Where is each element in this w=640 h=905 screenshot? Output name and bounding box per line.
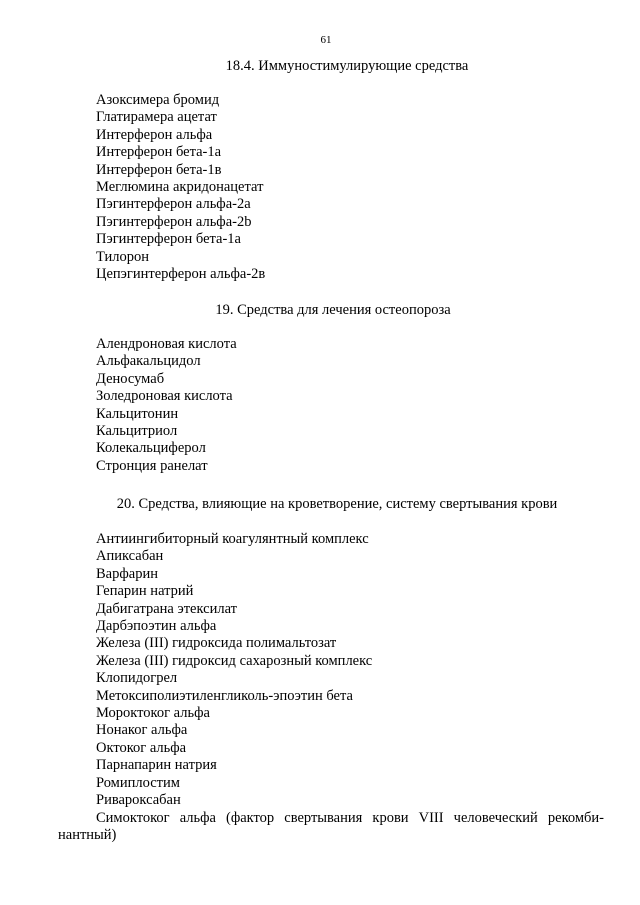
list-item: Железа (III) гидроксид сахарозный комплекс	[96, 652, 373, 669]
list-item: Альфакальцидол	[96, 353, 201, 370]
list-item: Варфарин	[96, 565, 158, 582]
page-number: 61	[320, 34, 332, 46]
osteoporosis-drugs-list	[96, 336, 237, 475]
list-item: Алендроновая кислота	[96, 336, 237, 352]
list-item: Кальцитонин	[96, 405, 179, 422]
list-item: Цепэгинтерферон альфа-2в	[96, 266, 266, 283]
list-item: Клопидогрел	[96, 670, 178, 687]
list-item: Стронция ранелат	[96, 457, 208, 474]
list-item: Нонаког альфа	[96, 722, 188, 739]
list-item-line-1: Симоктоког альфа (фактор свертывания крови VIII человеческий рекомби-	[96, 810, 604, 826]
list-item: Антиингибиторный коагулянтный комплекс	[96, 531, 369, 547]
list-item: Кальцитриол	[96, 423, 178, 440]
section-title-immunostimulants: 18.4. Иммуностимулирующие средства	[225, 58, 469, 74]
list-item: Интерферон бета-1в	[96, 161, 222, 178]
list-item: Колекальциферол	[96, 440, 206, 457]
list-item: Парнапарин натрия	[96, 757, 217, 774]
immunostimulants-list	[96, 92, 265, 283]
hematopoiesis-drugs-list	[96, 531, 372, 810]
list-item: Дарбэпоэтин альфа	[96, 618, 217, 635]
list-item: Интерферон альфа	[96, 126, 213, 143]
list-item: Мороктоког альфа	[96, 705, 210, 722]
list-item: Пэгинтерферон альфа-2b	[96, 213, 252, 230]
list-item: Октоког альфа	[96, 739, 187, 756]
list-item: Ромиплостим	[96, 774, 180, 791]
list-item: Деносумаб	[96, 370, 165, 387]
section-title-osteoporosis: 19. Средства для лечения остеопороза	[215, 302, 451, 318]
list-item: Ривароксабан	[96, 792, 181, 809]
list-item: Пэгинтерферон альфа-2а	[96, 196, 251, 213]
list-item: Дабигатрана этексилат	[96, 600, 237, 617]
list-item: Гепарин натрий	[96, 583, 194, 600]
list-item: Азоксимера бромид	[96, 92, 220, 108]
list-item: Метоксиполиэтиленгликоль-эпоэтин бета	[96, 687, 353, 704]
list-item: Пэгинтерферон бета-1а	[96, 231, 241, 248]
list-item: Интерферон бета-1а	[96, 144, 222, 161]
list-item-line-2: нантный)	[58, 827, 117, 844]
list-item: Золедроновая кислота	[96, 388, 233, 405]
list-item: Железа (III) гидроксида полимальтозат	[96, 635, 337, 652]
list-item: Апиксабан	[96, 548, 164, 565]
section-title-hematopoiesis: 20. Средства, влияющие на кроветворение, систему свертывания крови	[116, 496, 558, 512]
list-item: Глатирамера ацетат	[96, 109, 217, 126]
list-item: Тилорон	[96, 248, 150, 265]
list-item-wrapped	[58, 810, 604, 845]
list-item: Меглюмина акридонацетат	[96, 179, 264, 196]
